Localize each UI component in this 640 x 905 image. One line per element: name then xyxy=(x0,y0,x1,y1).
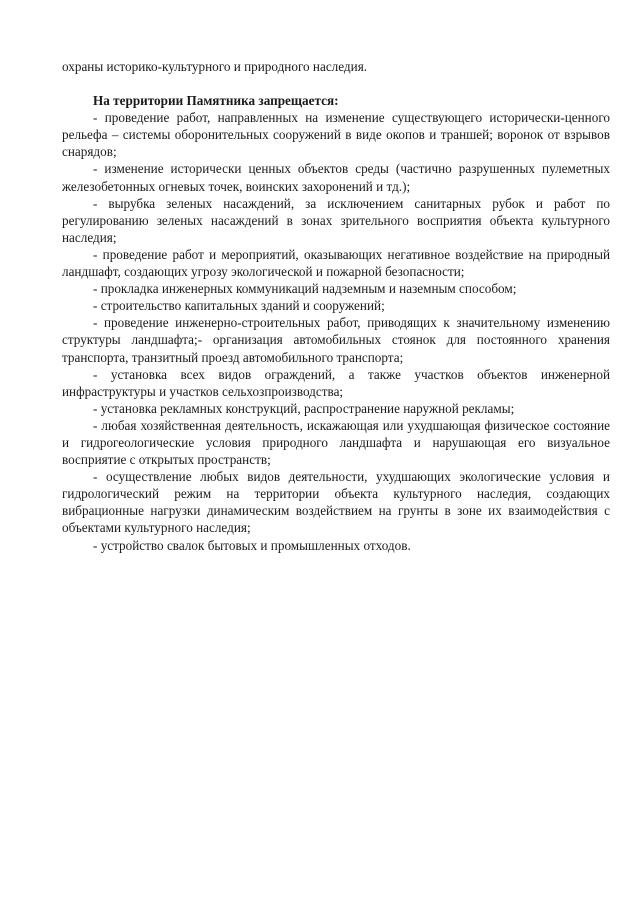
list-item: - установка всех видов ограждений, а также участков объектов инженерной инфраструктуры и участков сельхозпроизводства; xyxy=(62,366,610,399)
list-item: - проведение работ, направленных на изменение существующего исторически-ценного рельефа – системы оборонительных сооружений в виде окопов и траншей; воронок от взрывов снарядов; xyxy=(62,110,610,160)
prohibitions-heading: На территории Памятника запрещается: xyxy=(93,93,339,109)
list-item: - проведение инженерно-строительных работ, приводящих к значительному изменению структуры ландшафта;- организация автомобильных стоянок для постоянного хранения транспорта, транзитный проезд автомобильного транспорта; xyxy=(62,315,610,365)
list-item: - устройство свалок бытовых и промышленных отходов. xyxy=(93,537,411,553)
list-item: - осуществление любых видов деятельности, ухудшающих экологические условия и гидрологический режим на территории объекта культурного наследия, создающих вибрационные нагрузки динамическим воздействием на грунты в зоне их взаимодействия с объектами культурного наследия; xyxy=(62,469,610,536)
list-item: - изменение исторически ценных объектов среды (частично разрушенных пулеметных железобетонных огневых точек, воинских захоронений и тд.); xyxy=(62,161,610,194)
list-item: - установка рекламных конструкций, распространение наружной рекламы; xyxy=(93,400,515,416)
list-item: - любая хозяйственная деятельность, искажающая или ухудшающая физическое состояние и гидрогеологические условия природного ландшафта и нарушающая его визуальное восприятие с открытых пространств; xyxy=(62,417,610,468)
document-body xyxy=(62,58,610,554)
list-item: - проведение работ и мероприятий, оказывающих негативное воздействие на природный ландшафт, создающих угрозу экологической и пожарной безопасности; xyxy=(62,246,610,280)
continuation-line: охраны историко-культурного и природного наследия. xyxy=(62,59,368,74)
list-item: - строительство капитальных зданий и сооружений; xyxy=(93,298,385,314)
list-item: - вырубка зеленых насаждений, за исключением санитарных рубок и работ по регулированию зеленых насаждений в зонах зрительного восприятия объекта культурного наследия; xyxy=(62,195,610,245)
list-item: - прокладка инженерных коммуникаций надземным и наземным способом; xyxy=(93,281,517,297)
